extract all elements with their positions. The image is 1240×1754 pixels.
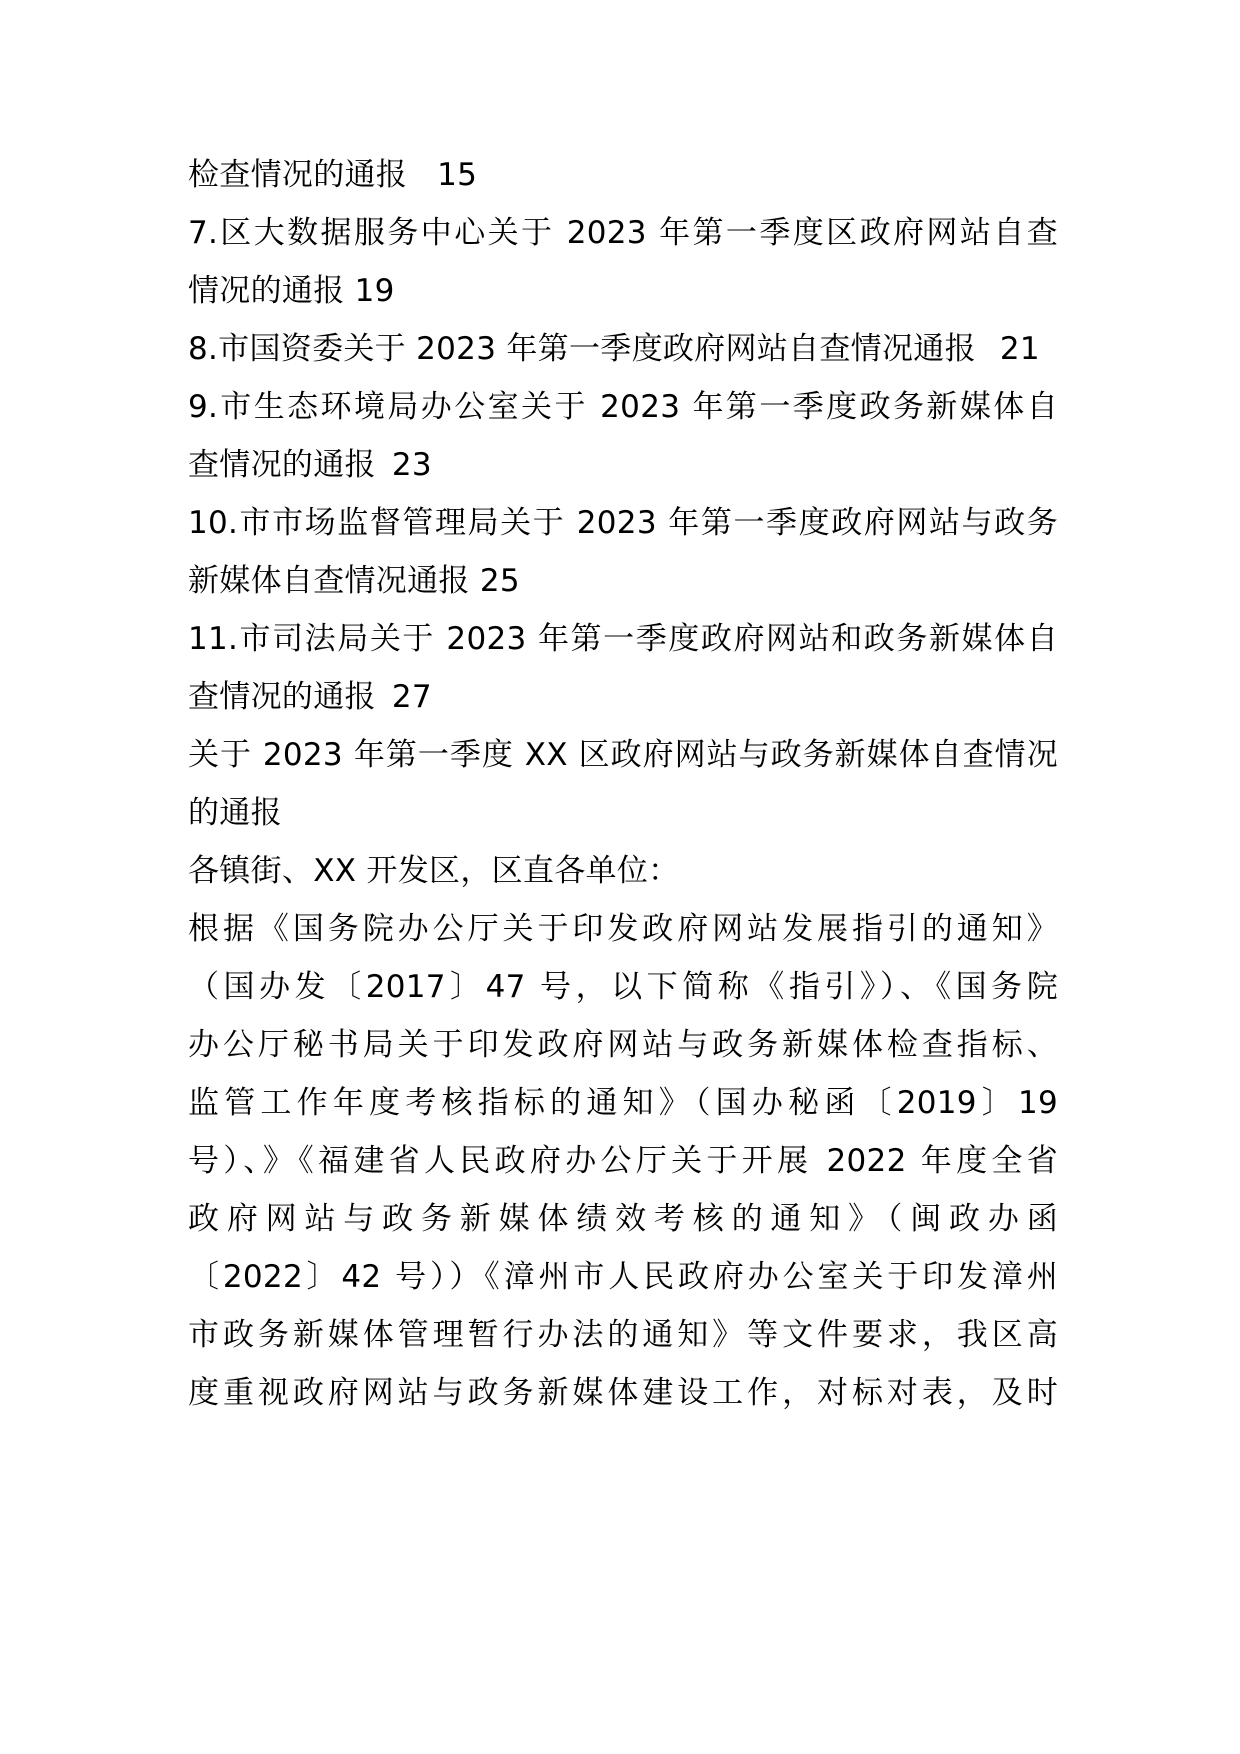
toc-page-number: 27 xyxy=(391,679,432,715)
toc-item-11-line-2 xyxy=(188,677,1058,717)
toc-item-text: 8.市国资委关于 2023 年第一季度政府网站自查情况通报 xyxy=(188,331,976,367)
body-line: 办公厅秘书局关于印发政府网站与政务新媒体检查指标、 xyxy=(188,1027,1058,1063)
body-line: 市政务新媒体管理暂行办法的通知》等文件要求，我区高 xyxy=(188,1317,1058,1353)
body-line: 政府网站与政务新媒体绩效考核的通知》（闽政办函 xyxy=(188,1201,1058,1237)
body-line: 号）、》《福建省人民政府办公厅关于开展 2022 年度全省 xyxy=(188,1143,1058,1179)
toc-item-10-line-1: 10.市市场监督管理局关于 2023 年第一季度政府网站与政务 xyxy=(188,505,1058,541)
document-title-line-2: 的通报 xyxy=(188,795,282,831)
toc-item-11-line-1: 11.市司法局关于 2023 年第一季度政府网站和政务新媒体自 xyxy=(188,621,1058,657)
toc-item-8 xyxy=(188,329,1058,369)
body-line: 〔2022〕42 号））《漳州市人民政府办公室关于印发漳州 xyxy=(188,1259,1058,1295)
toc-item-7-line-1: 7.区大数据服务中心关于 2023 年第一季度区政府网站自查 xyxy=(188,215,1058,251)
body-line: 监管工作年度考核指标的通知》（国办秘函〔2019〕19 xyxy=(188,1085,1058,1121)
toc-page-number: 21 xyxy=(999,331,1040,367)
salutation: 各镇街、XX 开发区，区直各单位： xyxy=(188,853,680,889)
toc-page-number: 15 xyxy=(437,157,478,193)
toc-item-10-line-2: 新媒体自查情况通报 25 xyxy=(188,563,520,599)
document-title-line-1: 关于 2023 年第一季度 XX 区政府网站与政务新媒体自查情况 xyxy=(188,737,1058,773)
body-line: （国办发〔2017〕47 号，以下简称《指引》）、《国务院 xyxy=(188,969,1058,1005)
toc-item-9-line-2 xyxy=(188,445,1058,485)
body-line: 度重视政府网站与政务新媒体建设工作，对标对表，及时 xyxy=(188,1375,1058,1411)
body-line: 根据《国务院办公厅关于印发政府网站发展指引的通知》 xyxy=(188,911,1058,947)
toc-page-number: 23 xyxy=(391,447,432,483)
toc-item-text: 检查情况的通报 xyxy=(188,157,408,193)
toc-item-6-continued xyxy=(188,155,1058,195)
toc-item-text: 查情况的通报 xyxy=(188,679,376,715)
toc-item-text: 查情况的通报 xyxy=(188,447,376,483)
toc-item-7-line-2: 情况的通报 19 xyxy=(188,273,395,309)
toc-item-9-line-1: 9.市生态环境局办公室关于 2023 年第一季度政务新媒体自 xyxy=(188,389,1058,425)
